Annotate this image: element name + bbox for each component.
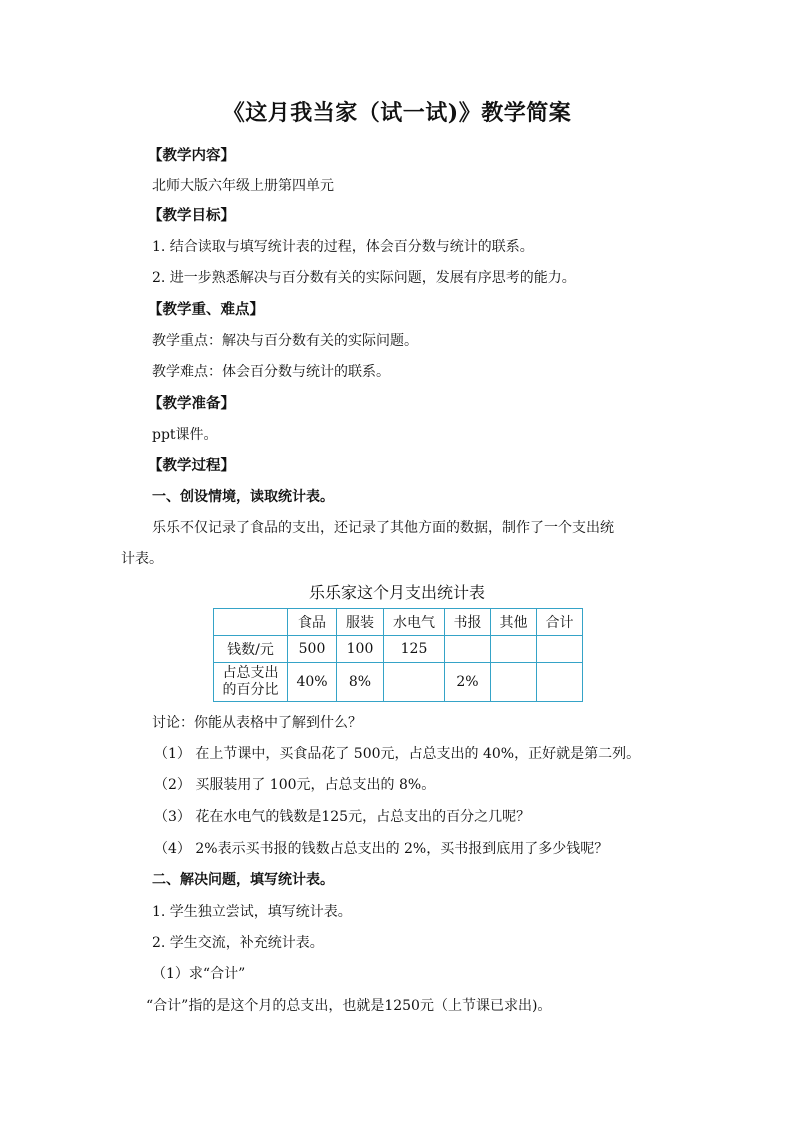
header-cell-food: 食品 — [288, 609, 337, 636]
content-text: 北师大版六年级上册第四单元 — [152, 178, 334, 194]
table-row — [214, 663, 583, 702]
table-cell — [445, 636, 491, 663]
step2-item-3: （1）求“合计” — [152, 966, 246, 982]
question-3: （3） 花在水电气的钱数是125元，占总支出的百分之几呢？ — [154, 809, 531, 825]
difficult-point-text: 教学难点：体会百分数与统计的联系。 — [152, 364, 390, 380]
goal-item-2: 2. 进一步熟悉解决与百分数有关的实际问题，发展有序思考的能力。 — [152, 270, 576, 286]
table-cell — [384, 663, 445, 702]
intro-line-2: 计表。 — [121, 551, 163, 567]
question-4: （4） 2%表示买书报的钱数占总支出的 2%，买书报到底用了多少钱呢？ — [154, 841, 609, 857]
header-cell-clothing: 服装 — [337, 609, 384, 636]
table-cell — [491, 663, 537, 702]
goals-heading: 【教学目标】 — [148, 207, 235, 224]
page-title: 《这月我当家（试一试)》教学简案 — [222, 100, 572, 126]
header-cell-blank — [214, 609, 288, 636]
step2-item-1: 1. 学生独立尝试，填写统计表。 — [152, 904, 352, 920]
preparation-text: ppt课件。 — [152, 427, 218, 443]
row-label-percent-line-1: 占总支出 — [222, 665, 279, 681]
row-label-percent — [214, 663, 288, 702]
header-cell-books: 书报 — [445, 609, 491, 636]
key-point-text: 教学重点：解决与百分数有关的实际问题。 — [152, 333, 418, 349]
table-cell: 2% — [445, 663, 491, 702]
row-label-amount: 钱数/元 — [214, 636, 288, 663]
question-2: （2） 买服装用了 100元，占总支出的 8%。 — [154, 777, 436, 793]
process-heading: 【教学过程】 — [148, 457, 235, 474]
table-cell: 500 — [288, 636, 337, 663]
table-caption: 乐乐家这个月支出统计表 — [308, 583, 485, 602]
goal-item-1: 1. 结合读取与填写统计表的过程，体会百分数与统计的联系。 — [152, 239, 534, 255]
table-cell — [491, 636, 537, 663]
table-cell: 40% — [288, 663, 337, 702]
step1-title: 一、创设情境，读取统计表。 — [152, 489, 334, 505]
header-cell-total: 合计 — [537, 609, 583, 636]
row-label-percent-line-2: 的百分比 — [222, 682, 279, 698]
discussion-prompt: 讨论：你能从表格中了解到什么？ — [152, 715, 362, 731]
step2-title: 二、解决问题，填写统计表。 — [152, 872, 334, 888]
table-cell: 8% — [337, 663, 384, 702]
table-row — [214, 636, 583, 663]
expense-table — [213, 608, 583, 702]
intro-line-1: 乐乐不仅记录了食品的支出，还记录了其他方面的数据，制作了一个支出统 — [152, 520, 614, 536]
step2-item-2: 2. 学生交流，补充统计表。 — [152, 935, 324, 951]
preparation-heading: 【教学准备】 — [148, 395, 235, 412]
table-cell: 125 — [384, 636, 445, 663]
step2-item-4: “合计”指的是这个月的总支出，也就是1250元（上节课已求出)。 — [146, 998, 552, 1014]
key-points-heading: 【教学重、难点】 — [148, 301, 264, 318]
table-cell — [537, 663, 583, 702]
table-header-row — [214, 609, 583, 636]
header-cell-other: 其他 — [491, 609, 537, 636]
table-cell: 100 — [337, 636, 384, 663]
table-cell — [537, 636, 583, 663]
question-1: （1） 在上节课中，买食品花了 500元，占总支出的 40%，正好就是第二列。 — [154, 746, 641, 762]
content-heading: 【教学内容】 — [148, 147, 235, 164]
header-cell-utilities: 水电气 — [384, 609, 445, 636]
